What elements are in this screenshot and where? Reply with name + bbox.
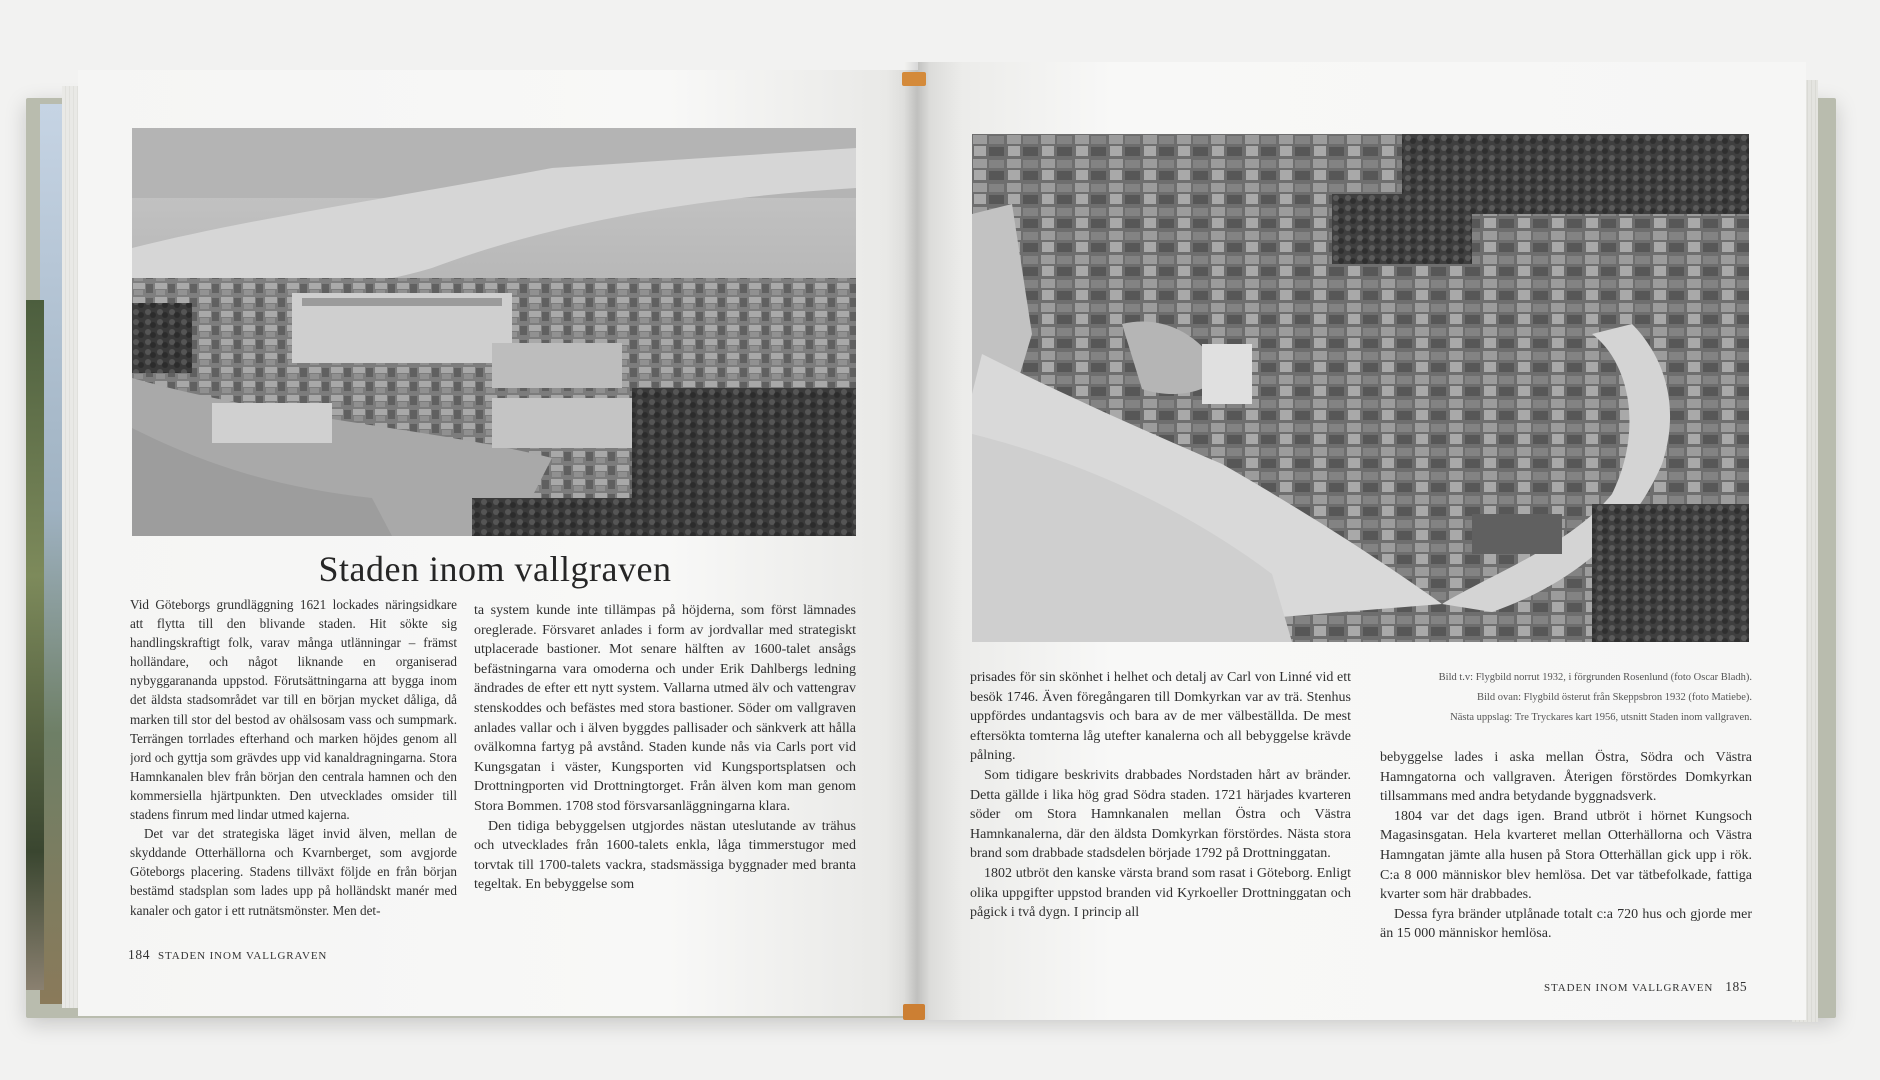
caption-line: Nästa uppslag: Tre Tryckares kart 1956, utsnitt Staden inom vallgraven. [1450,712,1752,723]
paragraph: Den tidiga bebyggelsen utgjordes nästan uteslutande av trähus och utvecklades från 1600-talets enkla, låga timmerstugor med torvtak till 1700-talets vackra, stadsmässiga byggnader med branta tegeltak. En bebyggelse som [474,818,856,893]
folio-left [128,947,327,963]
book-gutter [904,62,930,1020]
caption-line: Bild ovan: Flygbild österut från Skeppsbron 1932 (foto Matiebe). [1476,692,1752,703]
paragraph: Vid Göteborgs grundläggning 1621 lockades näringsidkare att flytta till den blivande staden. Hit sökte sig handlingskraftigt folk, varav många utlänningar – främst holländare, och något liknande en organiserad nybyggarananda uppstod. Förutsättningarna att bygga inom det äldsta stadsområdet var till en början mycket dåliga, då marken till stor del bestod av ohälsosam vass och sumpmark. Terrängen torrlades efterhand och marken höjdes genom all jord och gyttja som grävdes upp vid kanaldragningarna. Stora Hamnkanalen blev från början den centrala hamnen och den kommersiella hjärtpunkten. Den utvecklades omsider till stadens finrum med lindar utmed kajerna. [130,597,457,823]
cover-photo-edge [26,300,44,990]
spine-headband-top [902,72,926,86]
body-column-left-1 [130,595,457,931]
paragraph: Som tidigare beskrivits drabbades Nordstaden hårt av bränder. Detta gällde i lika hög grad Södra staden. 1721 härjades kvarteren söder om Stora Hamnkanalen mellan Östra och Västra Hamnkanalerna, där den äldsta Domkyrkan förstördes. Nästa stora brand som drabbade stadsdelen började 1792 på Drottninggatan. [970,767,1351,862]
paragraph: 1804 var det dags igen. Brand utbröt i hörnet Kungsoch Magasinsgatan. Hela kvarteret mellan Otterhällorna och Västra Hamngatan jämte alla husen på Stora Otterhällan gick upp i rök. C:a 8 000 människor blev hemlösa. Det var tätbefolkade, fattiga kvarter som här drabbades. [1380,808,1752,903]
paragraph: prisades för sin skönhet i helhet och detalj av Carl von Linné vid ett besök 1746. Även föregångaren till Domkyrkan var av trä. Stenhus uppfördes undantagsvis och bara av de mer välbeställda. De mest eftersökta tomterna låg utefter kanalerna och all bebyggelse krävde pålning. [970,670,1351,764]
body-column-right-2 [1380,748,1752,954]
paragraph: ta system kunde inte tillämpas på höjderna, som först lämnades oreglerade. Försvaret anlades i form av jordvallar med strategiskt utplacerade bastioner. Mot senare hälften av 1600-talet ansågs befästningarna vara omoderna och under Erik Dahlbergs ledning ändrades de efter ett nytt system. Vallarna utmed älv och vattengrav stenskoddes och befästes med stora bastioner. Söder om vallgraven anlades vallar och i älven byggdes pallisader och sänkverk att hålla ovälkomna fartyg på avstånd. Staden kunde nås via Carls port vid Kungsgatan i väster, Kungsporten vid Kungsportsplatsen och Drottningporten vid Drottningtorget. Från älven kom man genom Stora Bommen. 1708 stod försvarsanläggningarna klara. [474,603,856,814]
spine-headband-bottom [903,1004,925,1020]
caption-line: Bild t.v: Flygbild norrut 1932, i förgrunden Rosenlund (foto Oscar Bladh). [1438,672,1752,683]
running-head: STADEN INOM VALLGRAVEN [158,950,328,962]
chapter-title: Staden inom vallgraven [318,549,672,589]
paragraph: 1802 utbröt den kanske värsta brand som rasat i Göteborg. Enligt olika uppgifter uppstod branden vid Kyrkoeller Drottninggatan och pågick i två dygn. I princip all [970,865,1351,921]
aerial-photo-rosenlund [132,128,856,536]
photo-captions [1360,668,1752,728]
paragraph: Dessa fyra bränder utplånade totalt c:a 720 hus och gjorde mer än 15 000 människor hemlösa. [1380,906,1752,942]
folio-right [1544,979,1747,995]
aerial-photo-skeppsbron [972,134,1749,642]
running-head: STADEN INOM VALLGRAVEN [1544,982,1714,994]
paragraph: Det var det strategiska läget invid älven, mellan de skyddande Otterhällorna och Kvarnberget, som avgjorde Göteborgs placering. Stadens tillväxt följde en från början bestämd stadsplan som lades upp på holländskt manér med kanaler och gator i ett rutnätsmönster. Men det- [130,826,457,918]
paragraph: bebyggelse lades i aska mellan Östra, Södra och Västra Hamngatorna och vallgraven. Återigen förstördes Domkyrkan tillsammans med andra betydande byggnadsverk. [1380,750,1752,805]
page-number: 184 [128,947,151,962]
page-number: 185 [1725,979,1748,994]
body-column-left-2 [474,601,856,945]
body-column-right-1 [970,668,1351,952]
